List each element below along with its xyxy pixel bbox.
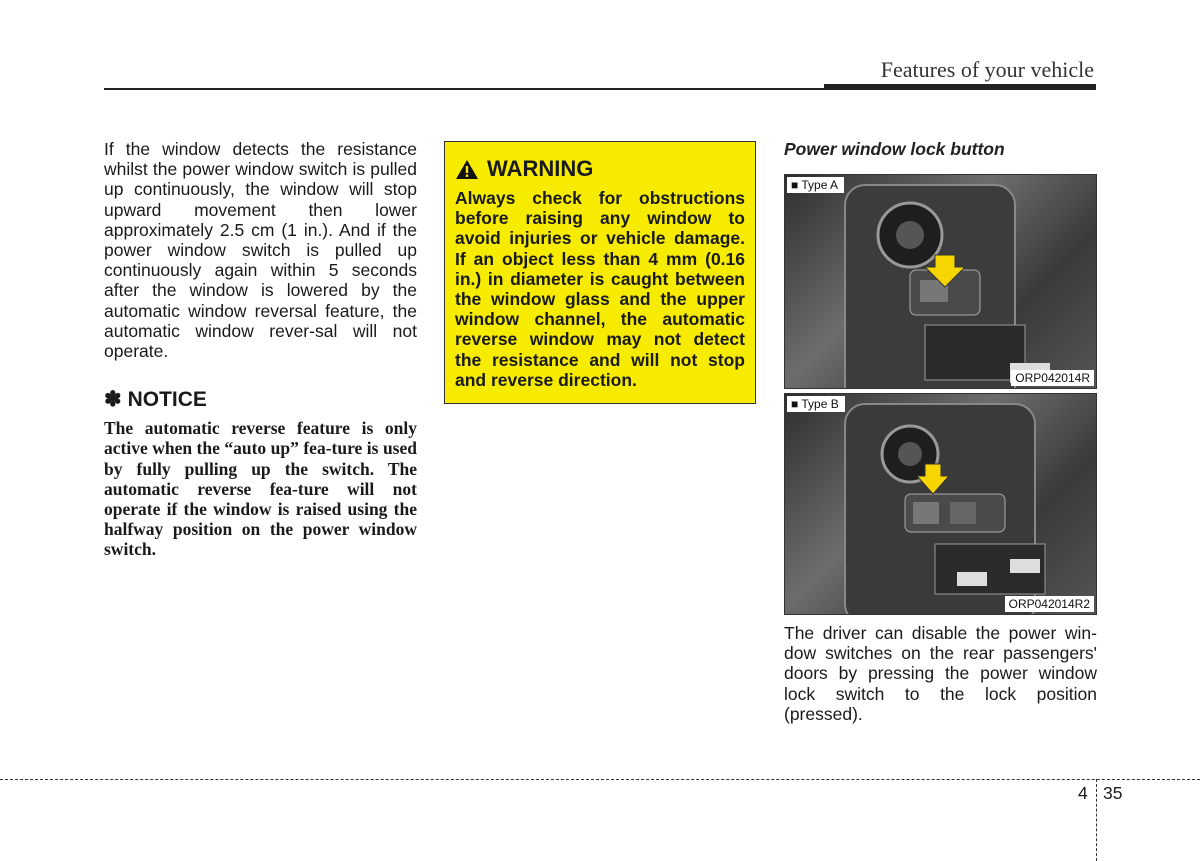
warning-box <box>444 141 756 404</box>
left-column <box>104 139 417 560</box>
footer-dashed-divider <box>1096 779 1097 861</box>
lock-button-paragraph: The driver can disable the power win-dow switches on the rear passengers' doors by pressing the power window lock switch to the lock position (pressed). <box>784 623 1097 724</box>
warning-heading <box>455 156 745 182</box>
warning-text: Always check for obstructions before raising any window to avoid injuries or vehicle damage. If an object less than 4 mm (0.16 in.) in diameter is caught between the window glass and the upper window channel, the automatic reverse window may not detect the resistance and will not stop and reverse direction. <box>455 188 745 390</box>
footer-dashed-rule <box>0 779 1200 780</box>
chapter-number: 4 <box>1078 783 1088 803</box>
right-column <box>784 139 1097 724</box>
section-title: Power window lock button <box>784 139 1005 159</box>
page-header-title: Features of your vehicle <box>880 57 1094 82</box>
body-paragraph: If the window detects the resistance whilst the power window switch is pulled up continuously, the window will stop upward movement then lower approximately 2.5 cm (1 in.). And if the power window switch is pulled up continuously again within 5 seconds after the window is lowered by the automatic window reversal feature, the automatic window rever-sal will not operate. <box>104 139 417 362</box>
middle-column <box>444 139 756 404</box>
switch-panel-illustration <box>785 175 1097 389</box>
notice-title: NOTICE <box>127 387 207 411</box>
figure-code-a: ORP042014R <box>1011 370 1094 386</box>
figure-label-b: ■ Type B <box>787 396 845 412</box>
switch-panel-illustration <box>785 394 1097 615</box>
warning-triangle-icon <box>455 159 479 180</box>
header-rule-thick <box>824 84 1096 90</box>
figure-code-b: ORP042014R2 <box>1005 596 1094 612</box>
notice-text: The automatic reverse feature is only active when the “auto up” fea-ture is used by fully pulling up the switch. The automatic reverse fea-ture will not operate if the window is raised using the halfway position on the power window switch. <box>104 418 417 560</box>
header-rule-thin <box>104 88 824 90</box>
figure-type-b <box>784 393 1097 615</box>
notice-heading <box>104 387 417 412</box>
figure-type-a <box>784 174 1097 389</box>
page-number: 35 <box>1103 783 1123 803</box>
notice-symbol: ✽ <box>104 388 122 412</box>
figure-label-a: ■ Type A <box>787 177 844 193</box>
warning-title: WARNING <box>487 156 594 181</box>
